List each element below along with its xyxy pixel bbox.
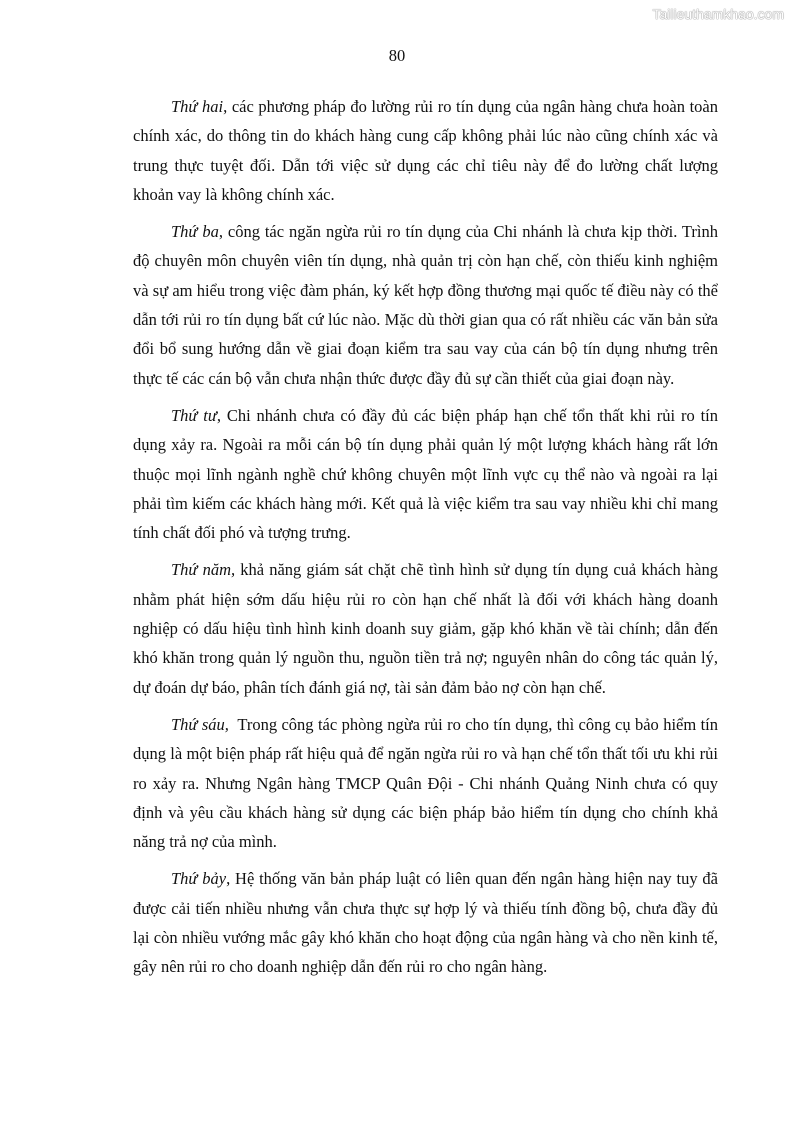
paragraph-lead: Thứ bảy	[171, 869, 227, 889]
watermark: Tailieuthamkhao.com	[652, 6, 784, 22]
paragraph-lead: Thứ sáu,	[171, 714, 229, 734]
paragraph-thu-ba	[133, 217, 718, 393]
paragraph-text: , Hệ thống văn bản pháp luật có liên quan đến ngân hàng hiện nay tuy đã được cải tiến nhiều nhưng vẫn chưa thực sự hợp lý và thiếu tính đồng bộ, chưa đầy đủ lại còn nhiều vướng mắc gây khó khăn cho hoạt động của ngân hàng và cho nền kinh tế, gây nên rủi ro cho doanh nghiệp dẫn đến rủi ro cho ngân hàng.	[133, 869, 718, 977]
document-body	[133, 92, 723, 990]
paragraph-lead: Thứ tư	[171, 405, 217, 425]
paragraph-text: khả năng giám sát chặt chẽ tình hình sử dụng tín dụng cuả khách hàng nhằm phát hiện sớm dấu hiệu rủi ro còn hạn chế nhất là đối với khách hàng doanh nghiệp có dấu hiệu tình hình kinh doanh suy giảm, gặp khó khăn về tài chính; dẫn đến khó khăn trong quản lý nguồn thu, nguồn tiền trả nợ; nguyên nhân do công tác quản lý, dự đoán dự báo, phân tích đánh giá nợ, tài sản đảm bảo nợ còn hạn chế.	[133, 560, 718, 697]
paragraph-thu-bay	[133, 864, 718, 981]
paragraph-text: , công tác ngăn ngừa rủi ro tín dụng của Chi nhánh là chưa kịp thời. Trình độ chuyên môn chuyên viên tín dụng, nhà quản trị còn hạn chế, còn thiếu kinh nghiệm và sự am hiểu trong việc đàm phán, ký kết hợp đồng thương mại quốc tế điều này có thể dẫn tới rủi ro tín dụng bất cứ lúc nào. Mặc dù thời gian qua có rất nhiều các văn bản sửa đổi bổ sung hướng dẫn về giai đoạn kiểm tra sau vay của cán bộ tín dụng nhưng trên thực tế các cán bộ vẫn chưa nhận thức được đầy đủ sự cần thiết của giai đoạn này.	[133, 222, 719, 388]
paragraph-thu-nam	[133, 555, 718, 701]
paragraph-lead: Thứ năm,	[171, 560, 236, 580]
paragraph-lead: Thứ hai	[171, 97, 224, 116]
paragraph-lead: Thứ ba	[171, 222, 219, 242]
paragraph-thu-sau	[133, 710, 723, 856]
paragraph-text: Trong công tác phòng ngừa rủi ro cho tín dụng, thì công cụ bảo hiểm tín dụng là một biện pháp rất hiệu quả để ngăn ngừa rủi ro và hạn chế tổn thất tối ưu khi rủi ro xảy ra. Nhưng Ngân hàng TMCP Quân Đội - Chi nhánh Quảng Ninh chưa có quy định và yêu cầu khách hàng sử dụng các biện pháp bảo hiểm tín dụng cho chính khả năng trả nợ của mình.	[133, 714, 723, 852]
page-number: 80	[388, 46, 406, 65]
paragraph-text: , Chi nhánh chưa có đầy đủ các biện pháp hạn chế tổn thất khi rủi ro tín dụng xảy ra. Ngoài ra mỗi cán bộ tín dụng phải quản lý một lượng khách hàng rất lớn thuộc mọi lĩnh ngành nghề chứ không chuyên một lĩnh vực cụ thể nào và ngoài ra lại phải tìm kiếm các khách hàng mới. Kết quả là việc kiểm tra sau vay nhiều khi chỉ mang tính chất đối phó và tượng trưng.	[133, 405, 718, 543]
paragraph-thu-tu	[133, 401, 718, 547]
paragraph-text: , các phương pháp đo lường rủi ro tín dụng của ngân hàng chưa hoàn toàn chính xác, do thông tin do khách hàng cung cấp không phải lúc nào cũng chính xác và trung thực tuyệt đối. Dẫn tới việc sử dụng các chỉ tiêu này để đo lường chất lượng khoản vay là không chính xác.	[133, 97, 718, 204]
paragraph-thu-hai	[133, 92, 718, 209]
